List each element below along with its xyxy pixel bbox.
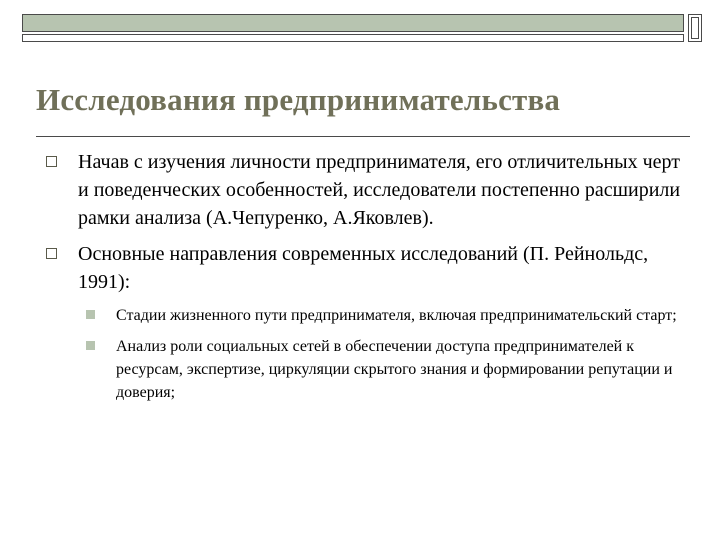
corner-decoration-inner — [691, 17, 699, 39]
bullet-text: Начав с изучения личности предпринимателя, его отличительных черт и поведенческих особенностей, исследователи постепенно расширили рамки анализа (А.Чепуренко, А.Яковлев). — [78, 151, 681, 229]
bullet-text: Основные направления современных исследований (П. Рейнольдс, 1991): — [78, 243, 649, 293]
filled-square-bullet-icon — [86, 341, 95, 350]
sub-bullet-text: Стадии жизненного пути предпринимателя, включая предпринимательский старт; — [116, 307, 677, 324]
sub-bullet-list — [46, 304, 686, 404]
top-decorative-band-lower — [22, 34, 684, 42]
title-divider — [36, 136, 690, 137]
sub-bullet-item — [46, 335, 686, 404]
bullet-item — [46, 240, 686, 296]
sub-bullet-text: Анализ роли социальных сетей в обеспечении доступа предпринимателей к ресурсам, экспертизе, циркуляции скрытого знания и формировании репутации и доверия; — [116, 338, 673, 401]
sub-bullet-item — [46, 304, 686, 327]
slide-title: Исследования предпринимательства — [36, 82, 561, 117]
hollow-square-bullet-icon — [46, 248, 57, 259]
filled-square-bullet-icon — [86, 310, 95, 319]
hollow-square-bullet-icon — [46, 156, 57, 167]
top-decorative-band — [22, 14, 684, 32]
slide-content — [46, 148, 686, 412]
bullet-item — [46, 148, 686, 232]
